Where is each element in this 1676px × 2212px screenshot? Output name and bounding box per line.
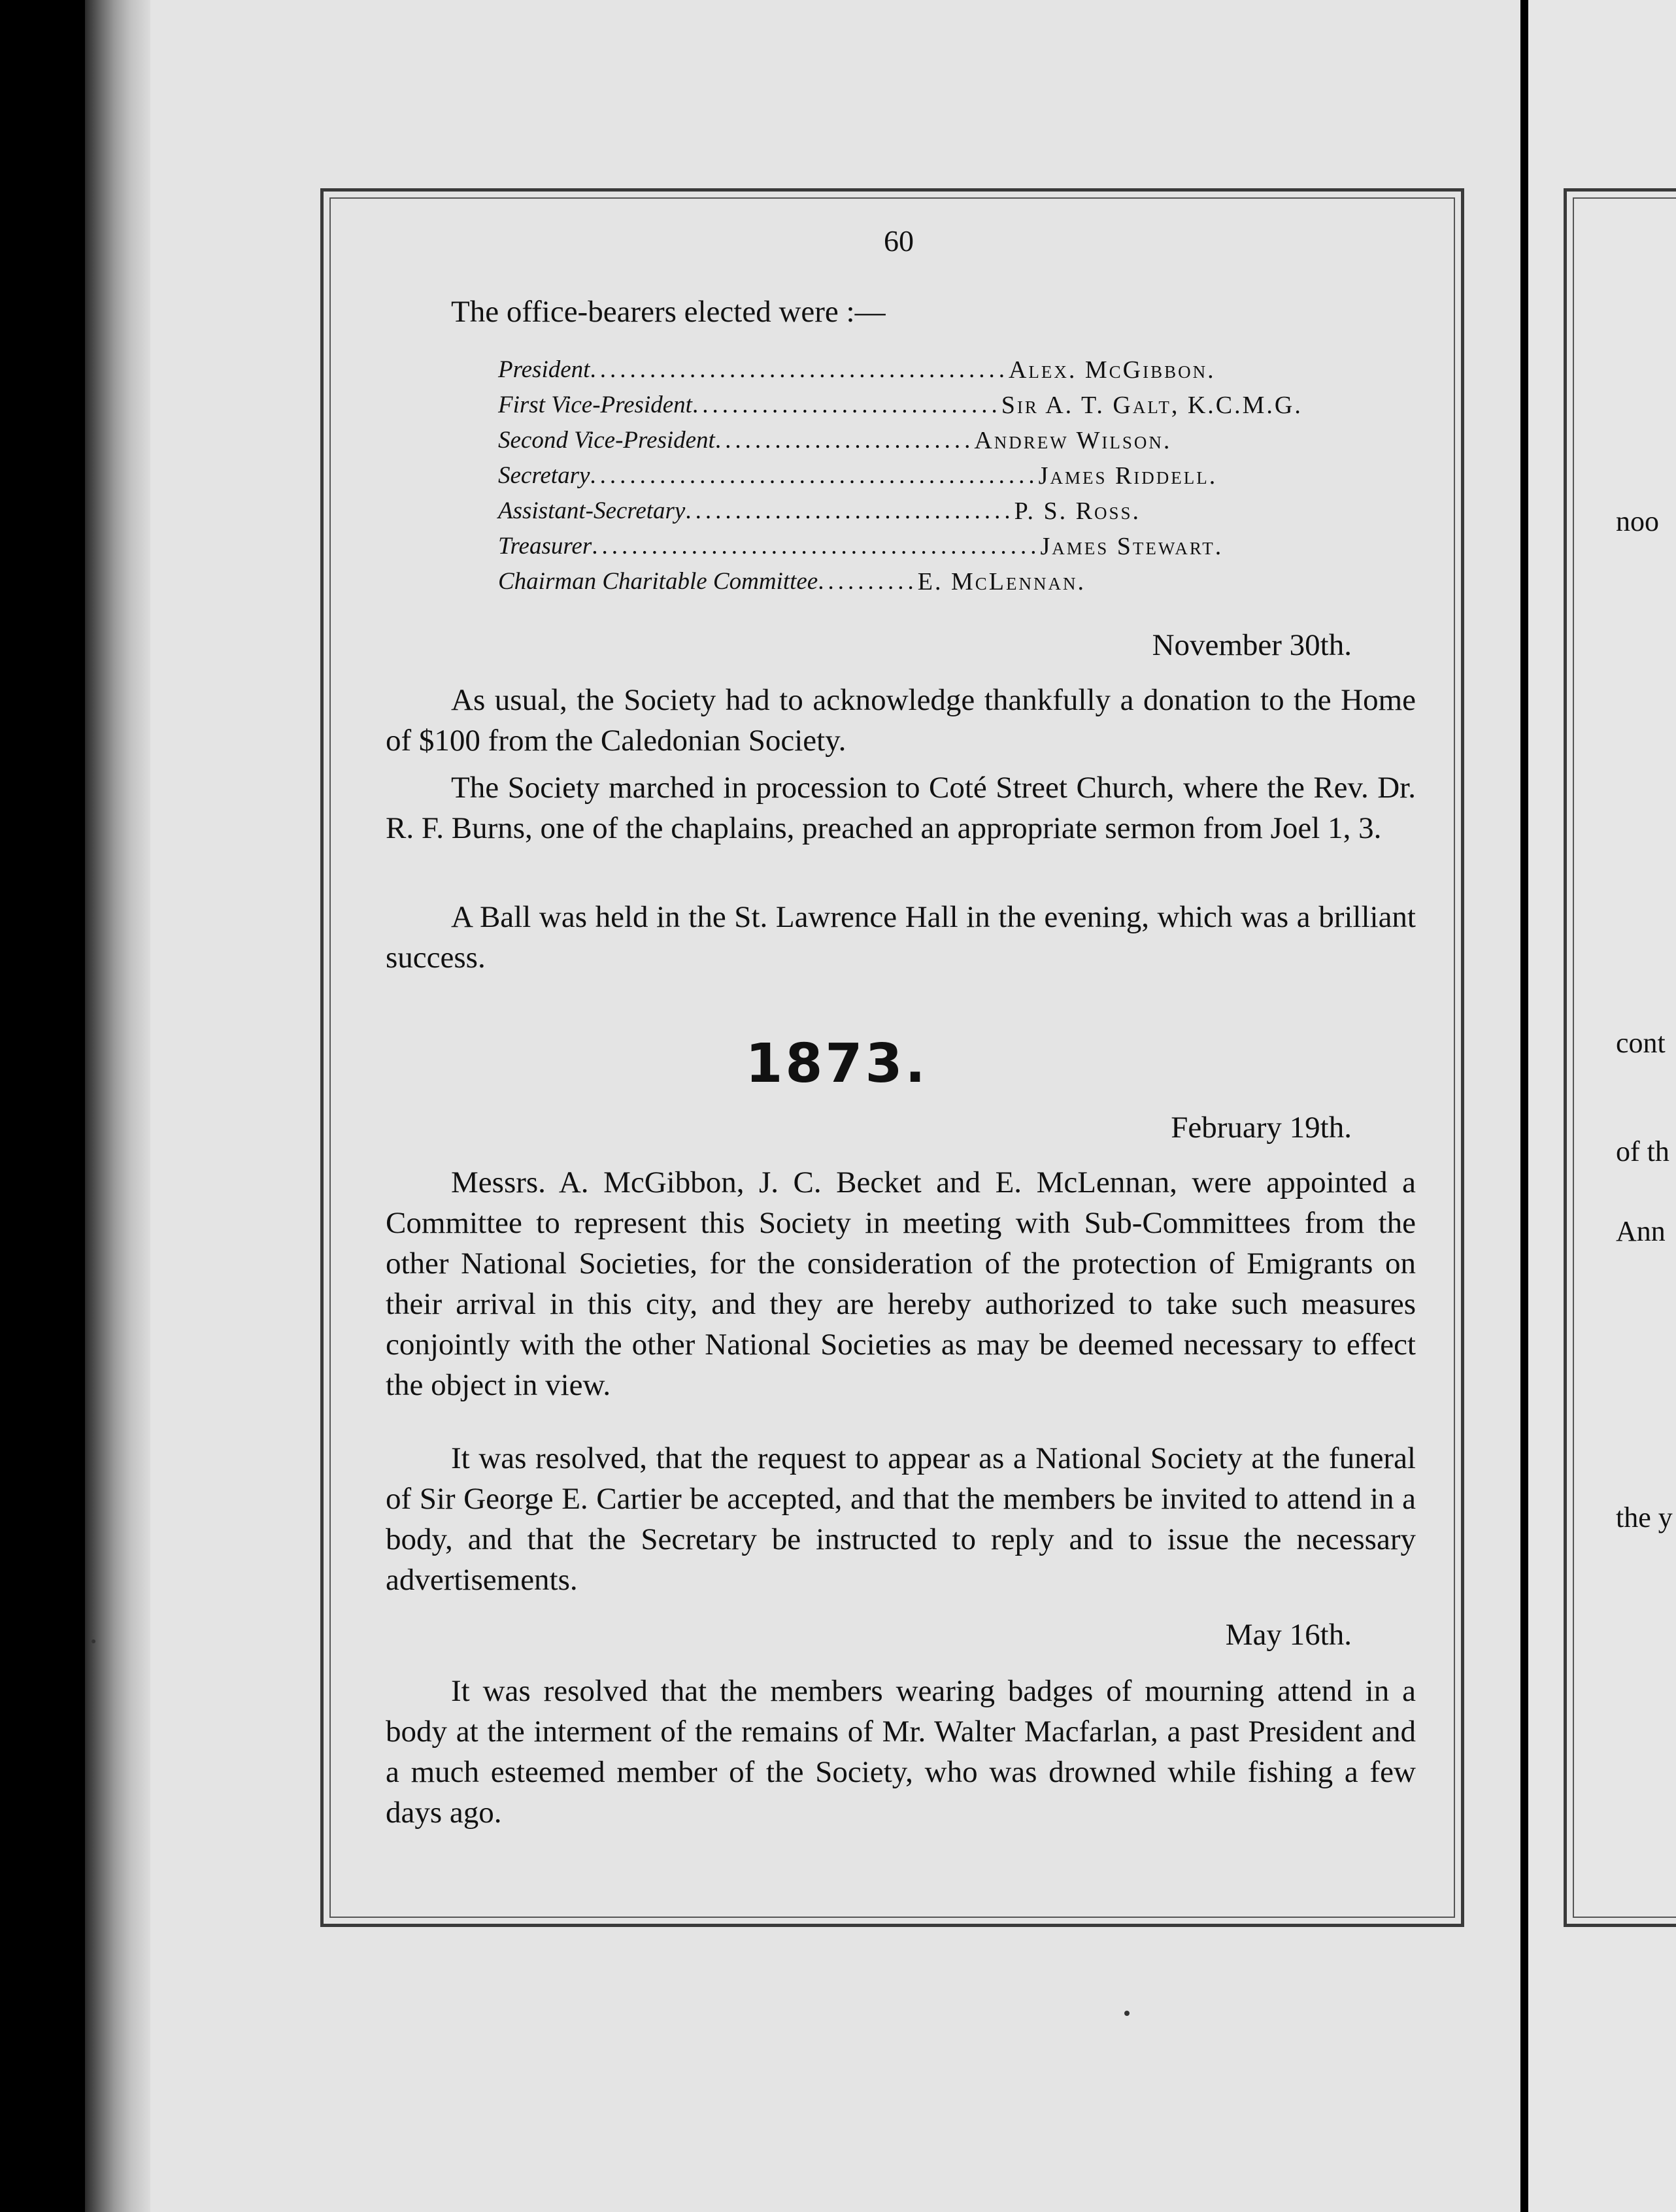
officer-row: [498, 563, 1348, 600]
leader-dots: ..........: [818, 568, 918, 595]
page-speck: [1124, 2011, 1130, 2016]
officer-name: James Riddell.: [1038, 462, 1218, 490]
leader-dots: .............................................: [592, 533, 1041, 560]
leader-dots: ...............................: [692, 392, 1001, 418]
paragraph: The Society marched in procession to Coté Street Church, where the Rev. Dr. R. F. Burns, one of the chaplains, preached an appropriate sermon from Joel 1, 3.: [386, 771, 1416, 845]
officer-title: Treasurer: [498, 533, 592, 560]
adjacent-page-fragment: the y: [1616, 1501, 1673, 1533]
officer-row: [498, 352, 1348, 388]
officer-title: Chairman Charitable Committee: [498, 568, 818, 595]
adjacent-page-fragment: Ann: [1616, 1215, 1666, 1247]
year-heading: 1873.: [745, 1033, 928, 1095]
date-heading: February 19th.: [1171, 1111, 1352, 1145]
officer-title: Assistant-Secretary: [498, 497, 686, 524]
adjacent-page-fragment: noo: [1616, 505, 1659, 537]
paragraph: It was resolved that the members wearing badges of mourning attend in a body at the interment of the remains of Mr. Walter Macfarlan, a past President and a much esteemed member of the Society, who was drowned while fishing a few days ago.: [386, 1674, 1416, 1830]
intro-line: The office-bearers elected were :—: [451, 295, 886, 329]
officer-name: Alex. McGibbon.: [1008, 356, 1216, 384]
adjacent-page-fragment: of th: [1616, 1135, 1669, 1167]
officer-row: [498, 458, 1348, 494]
leader-dots: ..........................: [714, 427, 975, 454]
officer-row: [498, 493, 1348, 529]
officer-title: First Vice-President: [498, 392, 692, 418]
adjacent-page-fragment: cont: [1616, 1027, 1666, 1059]
officer-name: Sir A. T. Galt, K.C.M.G.: [1001, 392, 1303, 419]
officer-name: E. McLennan.: [917, 568, 1086, 595]
officer-name: Andrew Wilson.: [974, 427, 1172, 454]
officer-title: Secretary: [498, 462, 590, 489]
leader-dots: .................................: [685, 497, 1014, 524]
officer-name: James Stewart.: [1040, 533, 1224, 560]
date-heading: November 30th.: [1152, 628, 1352, 662]
date-heading: May 16th.: [1225, 1618, 1352, 1652]
leader-dots: .............................................: [590, 462, 1039, 489]
leader-dots: ..........................................: [590, 356, 1009, 383]
paragraph: A Ball was held in the St. Lawrence Hall in the evening, which was a brilliant success.: [386, 900, 1416, 975]
officer-row: [498, 387, 1348, 424]
paragraph: It was resolved, that the request to appear as a National Society at the funeral of Sir George E. Cartier be accepted, and that the members be invited to attend in a body, and that the Secretary be instructed to reply and to issue the necessary advertisements.: [386, 1441, 1416, 1597]
officer-row: [498, 422, 1348, 459]
page-speck: [92, 1639, 95, 1643]
paragraph: Messrs. A. McGibbon, J. C. Becket and E. McLennan, were appointed a Committee to represent this Society in meeting with Sub-Committees from the other National Societies, for the consideration of the protection of Emigrants on their arrival in this city, and they are hereby authorized to take such measures conjointly with the other National Societies as may be deemed necessary to effect the object in view.: [386, 1165, 1416, 1402]
book-spine-shadow: [85, 0, 150, 2212]
officer-row: [498, 528, 1348, 565]
gutter: [1520, 0, 1528, 2212]
officer-title: President: [498, 356, 590, 383]
officer-name: P. S. Ross.: [1014, 497, 1141, 525]
page-number: 60: [884, 224, 914, 258]
officer-title: Second Vice-President: [498, 427, 715, 454]
paragraph: As usual, the Society had to acknowledge thankfully a donation to the Home of $100 from the Caledonian Society.: [386, 683, 1416, 758]
